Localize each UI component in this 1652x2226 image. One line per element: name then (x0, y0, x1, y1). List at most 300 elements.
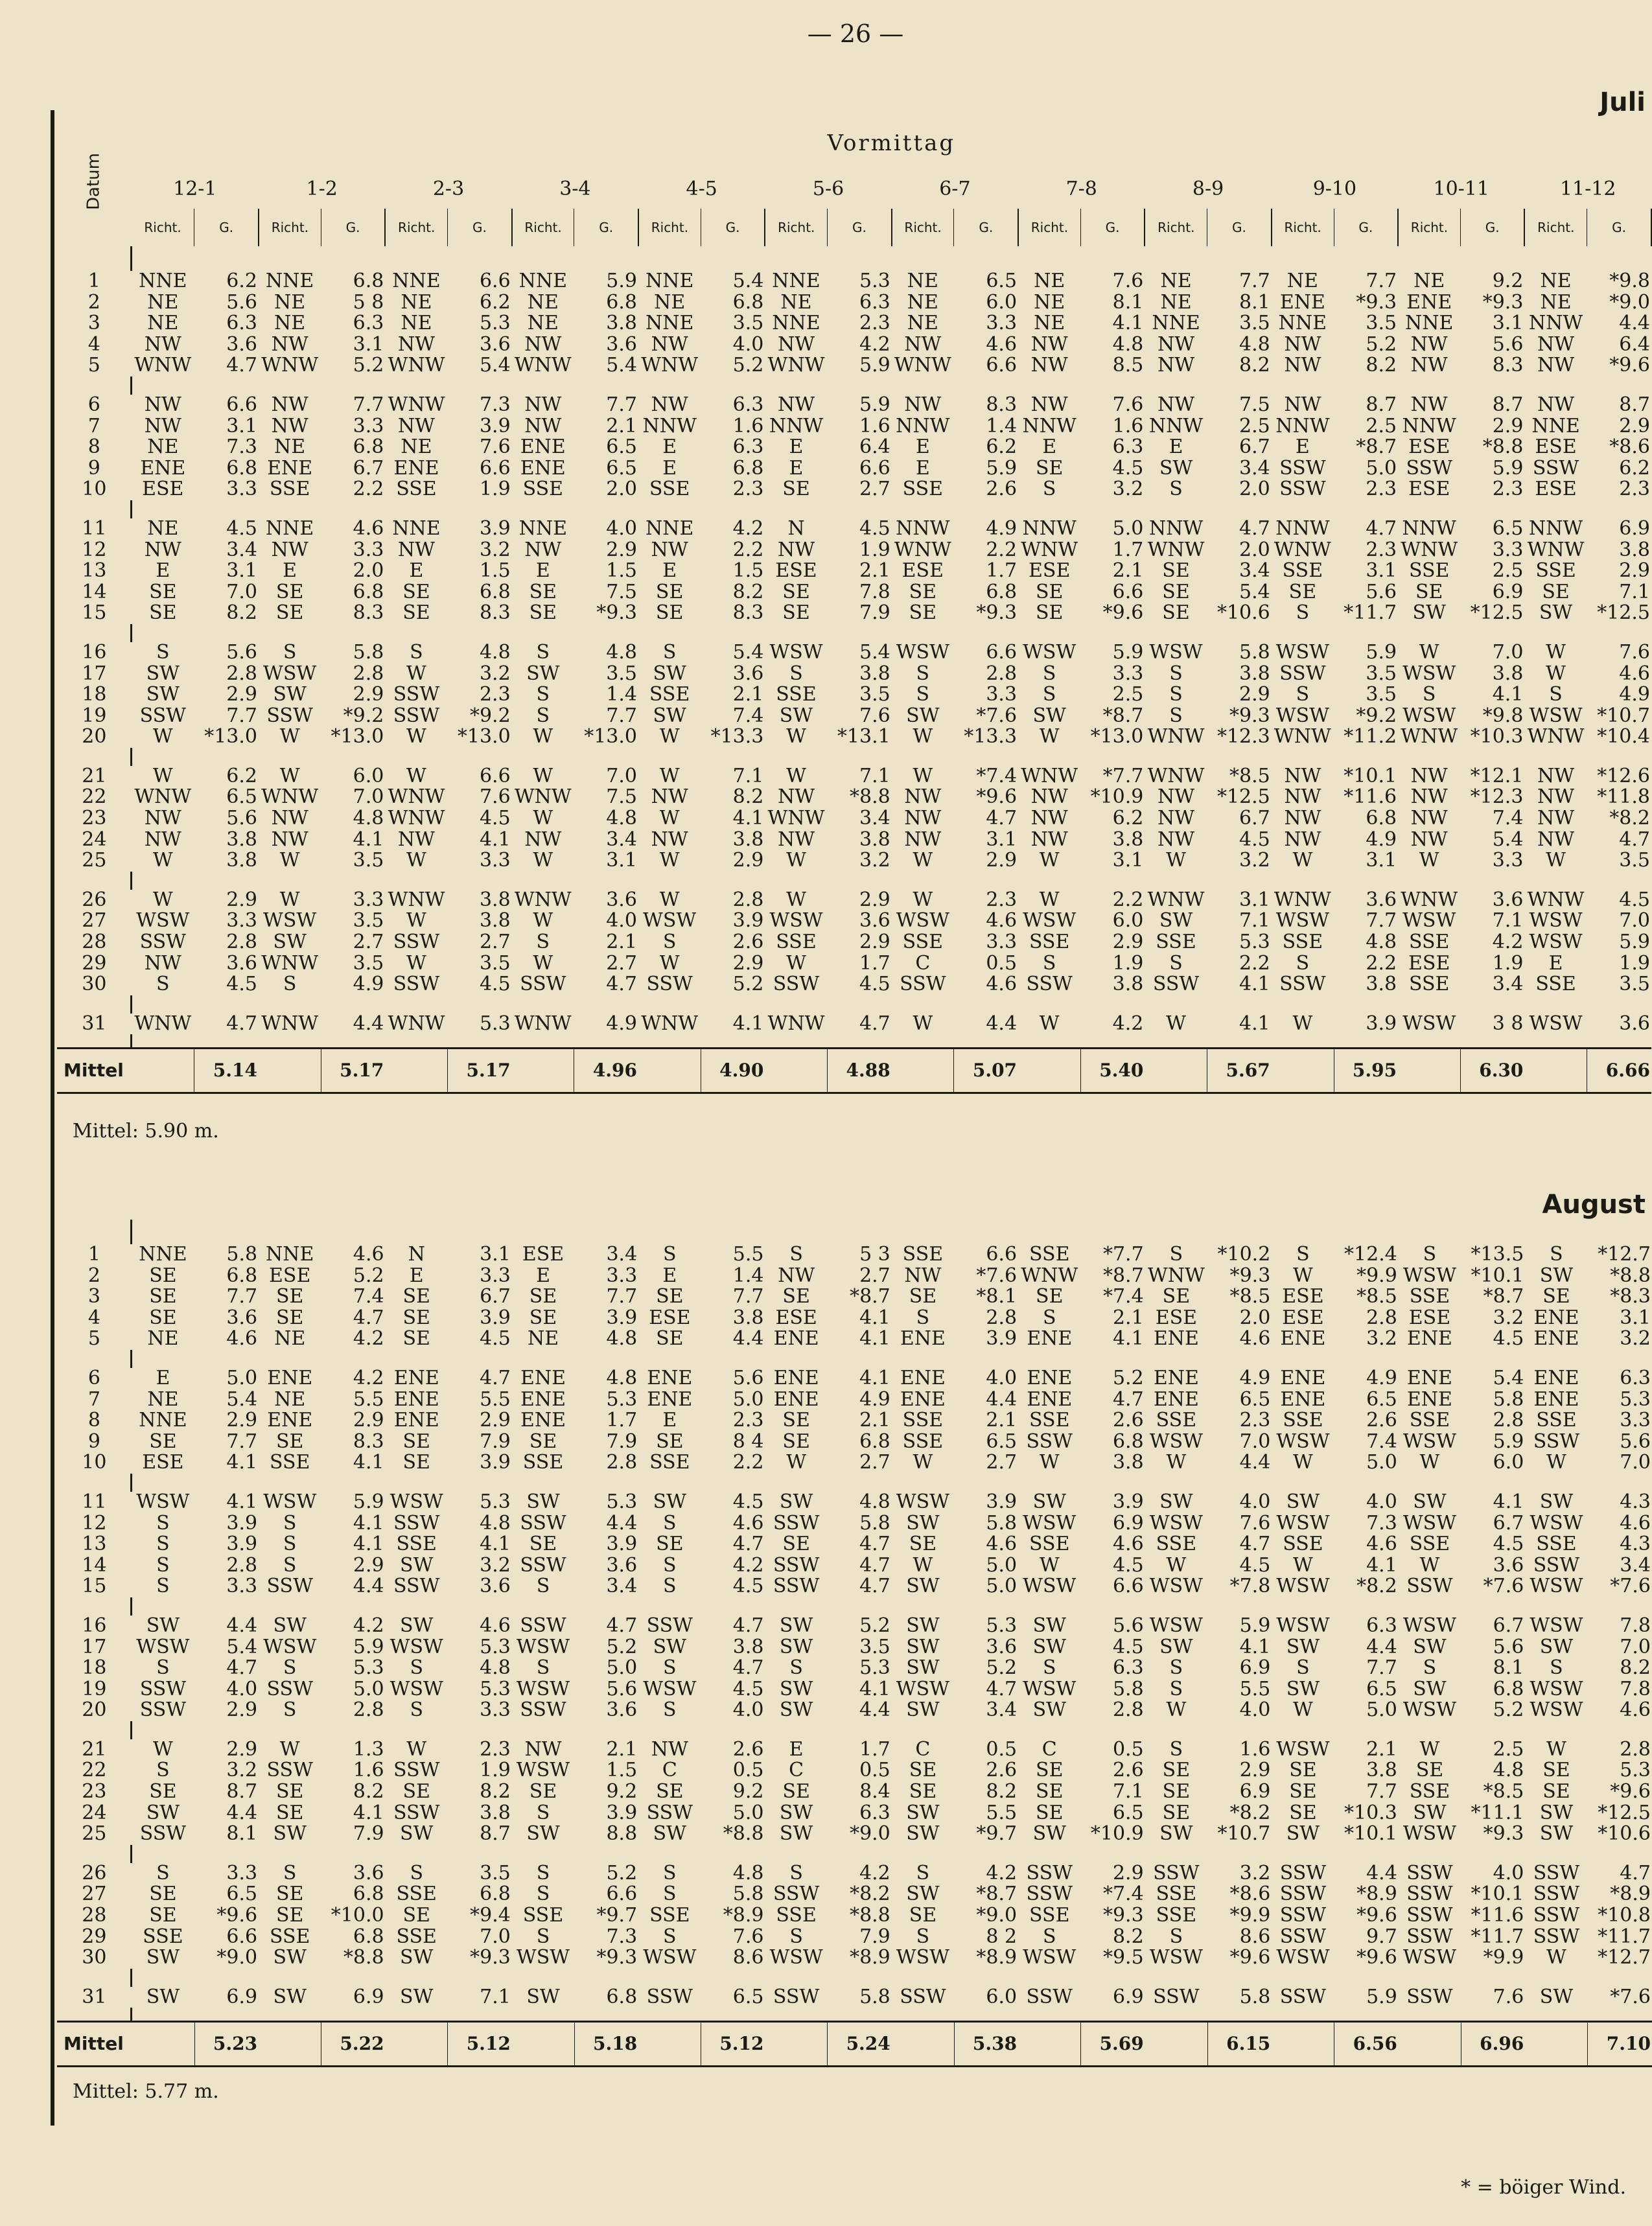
mittel-empty (1145, 1049, 1207, 1093)
wind-speed-cell: 4.9 6.5 2.6 7.4 5.0 (1366, 1366, 1397, 1474)
wind-speed-cell: 3.6 6.8 *10.0 6.8 *8.8 (331, 1861, 384, 1969)
wind-speed-cell: 4.6 3.3 2.0 6.8 8.3 (353, 516, 384, 625)
mittel-empty (512, 2022, 574, 2067)
wind-direction-cell: SSW (1406, 1985, 1453, 2008)
datum-header (57, 117, 132, 246)
july-mittel-note: Mittel: 5.90 m. (73, 1120, 219, 1142)
wind-direction-cell: WSW SE SE SE SW (1276, 1737, 1330, 1846)
wind-direction-cell: S SSE SE SSE SW (396, 1861, 437, 1969)
left-margin-rule (51, 110, 54, 2126)
wind-speed-cell: 3.9 6.9 4.6 4.5 6.6 (1112, 1490, 1144, 1598)
mittel-empty (512, 1049, 574, 1093)
day-block (57, 890, 1651, 995)
wind-speed-cell: 0.5 2.6 7.1 6.5 *10.9 (1090, 1737, 1144, 1846)
wind-direction-cell: WNW WSW SSE ESE SSE (1401, 888, 1458, 996)
day-block (57, 518, 1651, 624)
wind-direction-cell: WSW SW S SW W (1276, 1614, 1330, 1722)
hour-header: 3-4 (559, 177, 591, 200)
wind-speed-cell: 5.9 (1366, 1985, 1397, 2008)
wind-direction-cell: WSW S S SW W (896, 640, 949, 748)
wind-speed-cell: 3.4 3.3 7.7 3.9 4.8 (606, 1243, 638, 1351)
august-title: August (1542, 1190, 1646, 1220)
mittel-value: 5.95 (1334, 1049, 1398, 1093)
wind-speed-cell: 2.9 *7.4 *9.3 8.2 *9.5 (1102, 1861, 1144, 1969)
mittel-empty (765, 2022, 827, 2067)
wind-speed-cell: 4.9 2.2 1.7 6.8 *9.3 (976, 516, 1018, 625)
wind-speed-cell: 7.1 (480, 1985, 511, 2008)
wind-speed-cell: 4.0 4.4 2.1 6.5 2.7 (986, 1366, 1018, 1474)
wind-direction-cell: W (913, 1012, 933, 1035)
wind-direction-cell: NW NW ENE ENE SSE (520, 393, 566, 501)
wind-speed-cell: 4.4 (353, 1012, 384, 1035)
wind-speed-cell: 6.8 5 8 6.3 3.1 5.2 (353, 270, 384, 377)
wind-speed-cell: 5.6 4.5 6.3 5.8 2.8 (1112, 1614, 1144, 1722)
mittel-empty (385, 1049, 447, 1093)
hour-header: 6-7 (939, 177, 971, 200)
wind-speed-cell: 3.3 6.5 *9.6 6.6 *9.0 (216, 1861, 258, 1969)
day-numbers: 21 22 23 24 25 (82, 1737, 107, 1846)
wind-speed-cell: 7.0 7.5 4.8 3.4 3.1 (606, 764, 638, 872)
hour-header: 9-10 (1312, 177, 1357, 200)
wind-speed-cell: 4.1 (732, 1012, 764, 1035)
wind-speed-cell: 3.9 3.2 1.5 6.8 8.3 (479, 516, 511, 625)
wind-direction-cell: WSW SW S S W (1149, 1614, 1203, 1722)
wind-direction-cell: W WNW NW NW W (261, 764, 319, 872)
mittel-empty (1272, 1049, 1334, 1093)
hour-header: 4-5 (686, 177, 717, 200)
wind-speed-cell: 2.2 6.0 2.9 1.9 3.8 (1112, 888, 1144, 996)
wind-direction-cell: NE NW E SE SE (144, 516, 181, 625)
wind-speed-cell: 5.6 2.8 2.9 7.7 *13.0 (204, 640, 257, 748)
wind-direction-cell: W (1166, 1012, 1186, 1035)
wind-direction-cell: WSW SW S WSW WSW (1530, 1614, 1583, 1722)
wind-direction-cell: WNW WSW SSE S SSW (1274, 888, 1331, 996)
wind-direction-cell: SW WSW S WSW S (390, 1614, 443, 1722)
mittel-value: 5.40 (1080, 1049, 1145, 1093)
hour-header: 2-3 (432, 177, 465, 200)
wind-speed-cell: 6.3 4.4 7.7 6.5 5.0 (1366, 1614, 1397, 1722)
wind-speed-cell: 6.9 3.8 2.9 7.1 *12.5 (1597, 516, 1650, 625)
mittel-empty (765, 1049, 827, 1093)
wind-direction-cell: WNW (641, 1012, 699, 1035)
wind-speed-cell: 7.7 2.1 6.5 6.5 2.0 (606, 393, 638, 501)
page-number: — 26 — (807, 19, 904, 48)
wind-direction-cell: SW WSW SSE SSW WSW (1530, 1490, 1583, 1598)
wind-direction-cell: NE NE NE NW NW (1030, 270, 1068, 377)
mittel-empty (1398, 1049, 1460, 1093)
mittel-value: 6.30 (1460, 1049, 1524, 1093)
wind-speed-cell: 7.7 8.1 3.5 4.8 8.2 (1239, 270, 1270, 377)
wind-speed-cell: 6.5 6.0 3.3 4.6 6.6 (986, 270, 1018, 377)
wind-direction-cell: S S SSE S WSW (643, 1861, 697, 1969)
wind-speed-cell: 5.9 4.1 6.9 5.5 4.0 (1239, 1614, 1271, 1722)
richt-subheader: Richt. (1145, 209, 1207, 246)
day-numbers: 16 17 18 19 20 (82, 640, 107, 748)
day-numbers: 16 17 18 19 20 (82, 1614, 107, 1722)
wind-speed-cell: 4.1 (1239, 1012, 1270, 1035)
wind-speed-cell: 7.1 *8.8 3.4 3.8 3.2 (849, 764, 890, 872)
wind-direction-cell: W SE SE SW SW (1539, 1737, 1574, 1846)
wind-direction-cell: NE ENE NNE NW NW (1278, 270, 1327, 377)
wind-direction-cell: NW NNW E SSW SSW (1275, 393, 1330, 501)
mittel-value: 5.23 (194, 2022, 259, 2067)
wind-direction-cell: WNW WSW WSW E SSE (1527, 888, 1585, 996)
day-numbers: 1 2 3 4 5 (87, 270, 100, 377)
day-block (57, 1368, 1652, 1474)
wind-direction-cell: NNE NW E SE SE (392, 516, 441, 625)
mittel-value: 5.69 (1080, 2022, 1145, 2067)
wind-speed-cell: 7.6 8.1 4.1 4.8 8.5 (1112, 270, 1144, 377)
wind-speed-cell: 5.4 3.8 3.5 7.6 *13.1 (837, 640, 890, 748)
mittel-value: 6.96 (1461, 2022, 1525, 2067)
wind-speed-cell: 4.2 5.9 5.3 5.0 2.8 (353, 1614, 384, 1722)
richt-subheader: Richt. (259, 209, 321, 246)
mittel-row (57, 2022, 1652, 2067)
mittel-row (57, 1049, 1651, 1093)
wind-direction-cell: W WSW SW WNW S (261, 888, 319, 996)
wind-direction-cell: SSW SSE SSE S WSW (1149, 1861, 1203, 1969)
wind-direction-cell: W SSW SE SE SW (266, 1737, 313, 1846)
wind-direction-cell: WNW (767, 1012, 825, 1035)
wind-speed-cell: 5.9 1.6 6.4 6.6 2.7 (859, 393, 890, 501)
wind-speed-cell: 5.6 5.0 2.3 8 4 2.2 (732, 1366, 764, 1474)
mittel-empty (1018, 2022, 1080, 2067)
day-numbers: 26 27 28 29 30 (82, 888, 107, 996)
wind-direction-cell: ENE ENE SSE WSW W (1149, 1366, 1203, 1474)
wind-speed-cell: 2.8 5.3 *9.6 *12.5 *10.6 (1598, 1737, 1651, 1846)
wind-speed-cell: 5.4 6.8 3.5 4.0 5.2 (732, 270, 764, 377)
day-block (57, 1014, 1651, 1035)
wind-direction-cell: C SE SE SE SW (1032, 1737, 1066, 1846)
wind-direction-cell: WNW NW NE ENE SSE (388, 393, 445, 501)
wind-direction-cell: NNE NE NNE NW WNW (641, 270, 699, 377)
wind-direction-cell: NW NNW E SE S (1022, 393, 1076, 501)
wind-direction-cell: N NW ESE SE SE (775, 516, 817, 625)
wind-direction-cell: SSW (1279, 1985, 1327, 2008)
wind-direction-cell: W WNW WNW NW W (388, 764, 445, 872)
mittel-label: Mittel (57, 1049, 132, 1093)
wind-direction-cell: SSW (1026, 1985, 1073, 2008)
wind-speed-cell: 4.1 4.9 2.1 6.8 2.7 (859, 1366, 890, 1474)
wind-direction-cell: SW S SE S S (653, 1490, 687, 1598)
wind-direction-cell: W WSW SSE W SSW (769, 888, 823, 996)
day-numbers: 26 27 28 29 30 (82, 1861, 107, 1969)
g-subheader: G. (1334, 209, 1398, 246)
mittel-value: 4.88 (828, 1049, 892, 1093)
wind-speed-cell: 5.9 4.1 4.1 2.9 4.4 (353, 1490, 384, 1598)
wind-direction-cell: NNW WNW ESE SE SE (894, 516, 951, 625)
wind-direction-cell: S SW SW SSW W (139, 640, 186, 748)
day-numbers: 6 7 8 9 10 (82, 393, 107, 501)
hour-header: 12-1 (173, 177, 217, 200)
wind-direction-cell: WSW (1529, 1012, 1583, 1035)
mittel-value: 5.14 (194, 1049, 259, 1093)
august-mittel-note: Mittel: 5.77 m. (73, 2080, 219, 2103)
mittel-value: 5.18 (574, 2022, 638, 2067)
datum-label: Datum (84, 153, 104, 210)
wind-direction-cell: S W ESE ESE ENE (1280, 1243, 1326, 1351)
wind-direction-cell: W SSW SE SSW SW (393, 1737, 440, 1846)
wind-speed-cell: *9.8 *9.0 4.4 6.4 *9.6 (1609, 270, 1650, 377)
wind-speed-cell: 6.9 (353, 1985, 384, 2008)
wind-speed-cell: 2.1 1.5 9.2 3.9 8.8 (606, 1737, 638, 1846)
wind-direction-cell: WSW S S S S (136, 1490, 190, 1598)
wind-speed-cell: 6.0 (986, 1985, 1018, 2008)
wind-speed-cell: *7.7 *8.7 *7.4 2.1 4.1 (1102, 1243, 1144, 1351)
wind-direction-cell: S WNW SE ESE ENE (1147, 1243, 1205, 1351)
wind-speed-cell: 3.6 (1619, 1012, 1650, 1035)
mittel-value: 5.07 (954, 1049, 1018, 1093)
wind-speed-cell: 4.7 (859, 1012, 890, 1035)
mittel-empty (1525, 2022, 1587, 2067)
wind-direction-cell: NW C SE SSW SW (646, 1737, 693, 1846)
wind-speed-cell: 2.3 1.9 8.2 3.8 8.7 (480, 1737, 511, 1846)
wind-direction-cell: NNE NE NE NW WNW (388, 270, 445, 377)
wind-direction-cell: NW NW NW NW W (1537, 764, 1575, 872)
wind-speed-cell: 6.3 5.3 3.3 5.6 7.0 (1620, 1366, 1651, 1474)
wind-speed-cell: 4.5 3.4 3.1 7.0 8.2 (226, 516, 257, 625)
wind-direction-cell: NNE NW E SE SE (265, 516, 314, 625)
wind-speed-cell: 5.0 1.7 2.1 6.6 *9.6 (1102, 516, 1144, 625)
wind-direction-cell: N E SE SE SE (402, 1243, 430, 1351)
wind-direction-cell: S W SSW SSW W (393, 640, 440, 748)
wind-speed-cell: 3.9 (1366, 1012, 1397, 1035)
wind-direction-cell: NW NW NE ENE SSE (267, 393, 313, 501)
wind-speed-cell: *7.6 (1610, 1985, 1651, 2008)
mittel-empty (1399, 2022, 1461, 2067)
wind-speed-cell: 6.5 (732, 1985, 764, 2008)
wind-direction-cell: NW NNW E SW S (1148, 393, 1204, 501)
wind-speed-cell: 3.1 3.3 6.7 3.9 4.5 (480, 1243, 511, 1351)
wind-direction-cell: NW NNW ESE SSW ESE (1402, 393, 1456, 501)
wind-direction-cell: S WSW SW SSW W (263, 640, 317, 748)
day-block (57, 271, 1651, 377)
richt-subheader: Richt. (765, 209, 827, 246)
hour-header: 8-9 (1192, 177, 1224, 200)
mittel-empty (638, 2022, 701, 2067)
wind-direction-cell: NNE NE NNE NW WNW (767, 270, 825, 377)
wind-speed-cell: *10.2 *9.3 *8.5 2.0 4.6 (1217, 1243, 1271, 1351)
wind-direction-cell: SW (146, 1985, 180, 2008)
richt-subheader: Richt. (1018, 209, 1080, 246)
wind-direction-cell: WNW W SSW W SSW (388, 888, 445, 996)
wind-speed-cell: *8.5 *12.5 6.7 4.5 3.2 (1216, 764, 1270, 872)
wind-direction-cell: NW NNE ESE SSW ESE (1531, 393, 1580, 501)
wind-speed-cell: 5.9 3.3 2.5 *8.7 *13.0 (1090, 640, 1144, 748)
wind-direction-cell: SSE NW SE S ENE (900, 1243, 946, 1351)
wind-direction-cell: ENE ENE SE SE W (773, 1366, 819, 1474)
wind-speed-cell: 4.2 *8.2 *8.8 7.9 *8.9 (850, 1861, 890, 1969)
wind-speed-cell: 2.6 0.5 9.2 5.0 *8.8 (723, 1737, 764, 1846)
mittel-empty (1272, 2022, 1334, 2067)
wind-speed-cell: 3.6 4.0 2.1 2.7 4.7 (606, 888, 638, 996)
mittel-value: 5.17 (448, 1049, 512, 1093)
wind-speed-cell: 5.3 4.4 3.9 3.6 3.4 (606, 1490, 638, 1598)
day-numbers: 11 12 13 14 15 (82, 516, 107, 625)
wind-direction-cell: NW NW NW NW W (1410, 764, 1448, 872)
wind-direction-cell: W WNW W NW W (514, 764, 572, 872)
wind-speed-cell: 4.8 3.2 2.3 *9.2 *13.0 (457, 640, 511, 748)
mittel-label: Mittel (57, 2022, 132, 2067)
wind-speed-cell: 4.9 6.5 2.3 7.0 4.4 (1239, 1366, 1271, 1474)
wind-direction-cell: W SE SSE SW WSW (1402, 1737, 1457, 1846)
wind-speed-cell: 2.9 3.3 2.8 3.6 4.5 (226, 888, 257, 996)
wind-speed-cell: 7.5 2.5 6.7 3.4 2.0 (1239, 393, 1270, 501)
wind-direction-cell: SW SSW SE SSW S (520, 1490, 566, 1598)
wind-speed-cell: 7.3 3.9 7.6 6.6 1.9 (479, 393, 511, 501)
wind-speed-cell: 4.0 *10.1 *11.6 *11.7 *9.9 (1471, 1861, 1524, 1969)
day-block (57, 1863, 1652, 1969)
wind-speed-cell: *7.4 *9.6 4.7 3.1 2.9 (976, 764, 1018, 872)
wind-direction-cell: W NW W NW W (651, 764, 688, 872)
g-subheader: G. (194, 209, 259, 246)
wind-direction-cell: SW SW S WSW SW (1023, 1614, 1076, 1722)
july-wind-table (57, 117, 1652, 1094)
wind-direction-cell: SSW SSW SSE S WSW (1023, 1861, 1076, 1969)
day-numbers: 11 12 13 14 15 (82, 1490, 107, 1598)
hour-header: 11-12 (1559, 177, 1616, 200)
wind-direction-cell: S SE SE SSE SW (269, 1861, 310, 1969)
wind-speed-cell: 5.0 5.4 2.9 7.7 4.1 (226, 1366, 258, 1474)
wind-speed-cell: 6.3 1.6 6.3 6.8 2.3 (732, 393, 764, 501)
mittel-empty (132, 2022, 194, 2067)
wind-direction-cell: S SW SE S WSW (896, 1861, 950, 1969)
wind-speed-cell: 4.5 1.9 2.1 7.8 7.9 (859, 516, 890, 625)
wind-speed-cell: 5.8 (1239, 1985, 1271, 2008)
wind-speed-cell: 6.9 (1112, 1985, 1144, 2008)
g-subheader: G. (1460, 209, 1524, 246)
wind-direction-cell: WNW (514, 1012, 572, 1035)
g-subheader: G. (1587, 209, 1651, 246)
richt-subheader: Richt. (512, 209, 574, 246)
wind-speed-cell: *12.7 *8.8 *8.3 3.1 3.2 (1598, 1243, 1651, 1351)
mittel-value: 4.90 (701, 1049, 765, 1093)
mittel-value: 5.67 (1207, 1049, 1272, 1093)
wind-speed-cell: 4.1 6.7 4.5 3.6 *7.6 (1483, 1490, 1524, 1598)
wind-speed-cell: 4.0 7.3 4.6 4.1 *8.2 (1356, 1490, 1397, 1598)
wind-speed-cell: 5.8 2.8 2.9 *9.2 *13.0 (331, 640, 384, 748)
wind-speed-cell: 4.5 4.6 4.7 4.2 4.5 (732, 1490, 764, 1598)
mittel-value: 6.66 (1587, 1049, 1651, 1093)
wind-speed-cell: 5.3 6.3 2.3 4.2 5.9 (859, 270, 890, 377)
wind-direction-cell: WNW W S W SSW (514, 888, 572, 996)
wind-speed-cell: 4.7 3.8 4.7 4.5 4.0 (732, 1614, 764, 1722)
wind-direction-cell: SW WSW SSE W WSW (1149, 1490, 1203, 1598)
wind-speed-cell: 2.1 3.8 7.7 *10.3 *10.1 (1344, 1737, 1397, 1846)
wind-speed-cell: 3.6 7.7 4.8 2.2 3.8 (1366, 888, 1397, 996)
wind-direction-cell: SW WSW S SSW S (263, 1614, 317, 1722)
wind-direction-cell: ENE ENE SSE SSE W (900, 1366, 946, 1474)
wind-direction-cell: E C SE SW SW (779, 1737, 813, 1846)
wind-direction-cell: SW SW SW WSW SW (896, 1614, 950, 1722)
wind-direction-cell: NNE NE NE NW WNW (261, 270, 319, 377)
wind-speed-cell: *7.7 *10.9 6.2 3.8 3.1 (1090, 764, 1144, 872)
g-subheader: G. (321, 209, 385, 246)
wind-direction-cell: ENE ENE ENE SE SSE (520, 1366, 566, 1474)
wind-speed-cell: 4.0 7.6 4.7 4.5 *7.8 (1229, 1490, 1271, 1598)
g-subheader: G. (701, 209, 765, 246)
wind-direction-cell: SW SSW SE SSW SSW (773, 1490, 820, 1598)
day-block (57, 1987, 1652, 2008)
wind-direction-cell: S NW SE ESE ENE (773, 1243, 819, 1351)
wind-speed-cell: 6.2 5.6 6.3 3.6 4.7 (226, 270, 257, 377)
mittel-empty (1018, 1049, 1080, 1093)
wind-speed-cell: 3.6 7.1 4.2 1.9 3.4 (1492, 888, 1524, 996)
wind-speed-cell: 8.7 2.9 *8.6 6.2 2.3 (1609, 393, 1650, 501)
wind-direction-cell: SW WSW SSE W WSW (1023, 1490, 1076, 1598)
wind-direction-cell: NE NE NNE NW NW (1152, 270, 1200, 377)
wind-direction-cell: NW NNW E E SE (769, 393, 824, 501)
wind-direction-cell: W S SE SW SSW (139, 1737, 187, 1846)
wind-direction-cell: SSW WSW S WSW SSW (516, 1614, 570, 1722)
richt-subheader: Richt. (1272, 209, 1334, 246)
wind-direction-cell: SSW SSW SSW SSW W (1533, 1861, 1580, 1969)
wind-direction-cell: ENE ENE E SE SSE (647, 1366, 693, 1474)
richt-subheader: Richt. (385, 209, 447, 246)
mittel-empty (892, 2022, 954, 2067)
wind-direction-cell: NNW WNW SSE SE SW (1527, 516, 1585, 625)
wind-speed-cell: 3.5 6.8 *9.4 7.0 *9.3 (470, 1861, 511, 1969)
wind-speed-cell: *12.6 *11.8 *8.2 4.7 3.5 (1597, 764, 1650, 872)
wind-speed-cell: 6.7 5.6 8.1 6.8 5.2 (1493, 1614, 1524, 1722)
day-block (57, 1244, 1652, 1350)
wind-speed-cell: 2.3 4.6 3.3 0.5 4.6 (986, 888, 1018, 996)
wind-direction-cell: WSW (1402, 1012, 1456, 1035)
wind-direction-cell: W WSW SSE C SSW (896, 888, 949, 996)
wind-speed-cell: 6.6 2.8 3.3 *7.6 *13.3 (964, 640, 1018, 748)
wind-speed-cell: 5.2 4.7 2.6 6.8 3.8 (1112, 1366, 1144, 1474)
wind-speed-cell: 4.8 3.5 1.4 7.7 *13.0 (584, 640, 638, 748)
mittel-empty (1145, 2022, 1207, 2067)
wind-speed-cell: 4.6 5.2 7.4 4.7 4.2 (353, 1243, 384, 1351)
g-subheader: G. (448, 209, 512, 246)
wind-speed-cell: 7.8 7.0 8.2 7.8 4.6 (1620, 1614, 1651, 1722)
wind-direction-cell: NNW WNW ESE SE SE (1021, 516, 1078, 625)
wind-direction-cell: ENE NE ENE SE SSE (267, 1366, 313, 1474)
wind-direction-cell: S SE SE SSE SW (143, 1861, 183, 1969)
wind-speed-cell: 4.3 4.6 4.3 3.4 *7.6 (1610, 1490, 1651, 1598)
wind-speed-cell: 7.7 3.3 6.8 6.7 2.2 (353, 393, 384, 501)
wind-direction-cell: WNW (261, 1012, 319, 1035)
wind-speed-cell: 8.7 2.9 *8.8 5.9 2.3 (1482, 393, 1524, 501)
wind-direction-cell: WSW S S SW W (1023, 640, 1076, 748)
mittel-value: 4.96 (574, 1049, 638, 1093)
day-block (57, 1739, 1652, 1845)
wind-speed-cell: 6.8 (606, 1985, 638, 2008)
wind-speed-cell: 5.8 3.8 2.9 *9.3 *12.3 (1216, 640, 1270, 748)
wind-speed-cell: 4.7 *8.9 *10.8 *11.7 *12.7 (1598, 1861, 1651, 1969)
wind-direction-cell: S WSW SSE ESE ENE (1402, 1243, 1457, 1351)
wind-speed-cell: 5.3 4.8 4.1 3.2 3.6 (480, 1490, 511, 1598)
wind-speed-cell: 7.6 (1493, 1985, 1524, 2008)
wind-direction-cell: SW (1539, 1985, 1574, 2008)
wind-direction-cell: S E SE ESE SE (649, 1243, 691, 1351)
wind-speed-cell: *12.1 *12.3 7.4 5.4 3.3 (1470, 764, 1524, 872)
wind-speed-cell: 5.2 6.6 *9.7 7.3 *9.3 (596, 1861, 638, 1969)
wind-speed-cell: 4.7 2.3 3.1 5.6 *11.7 (1344, 516, 1397, 625)
wind-speed-cell: 5.9 3.5 3.5 *9.2 *11.2 (1344, 640, 1397, 748)
wind-speed-cell: 6.6 6.2 5.3 3.6 5.4 (479, 270, 511, 377)
mittel-empty (132, 1049, 194, 1093)
wind-speed-cell: 4.0 2.9 1.5 7.5 *9.3 (596, 516, 638, 625)
wind-speed-cell: 7.7 *9.3 3.5 5.2 8.2 (1356, 270, 1397, 377)
wind-direction-cell: NNE NW E SE SE (518, 516, 567, 625)
day-numbers: 31 (82, 1985, 107, 2008)
wind-direction-cell: S SSW SSE S WSW (769, 1861, 823, 1969)
wind-direction-cell: SSW SSW SSW SSW WSW (1402, 1861, 1457, 1969)
wind-speed-cell: 4.6 5.3 4.8 5.3 3.3 (480, 1614, 511, 1722)
wind-direction-cell: WSW SSW S WSW WNW (1274, 640, 1331, 748)
